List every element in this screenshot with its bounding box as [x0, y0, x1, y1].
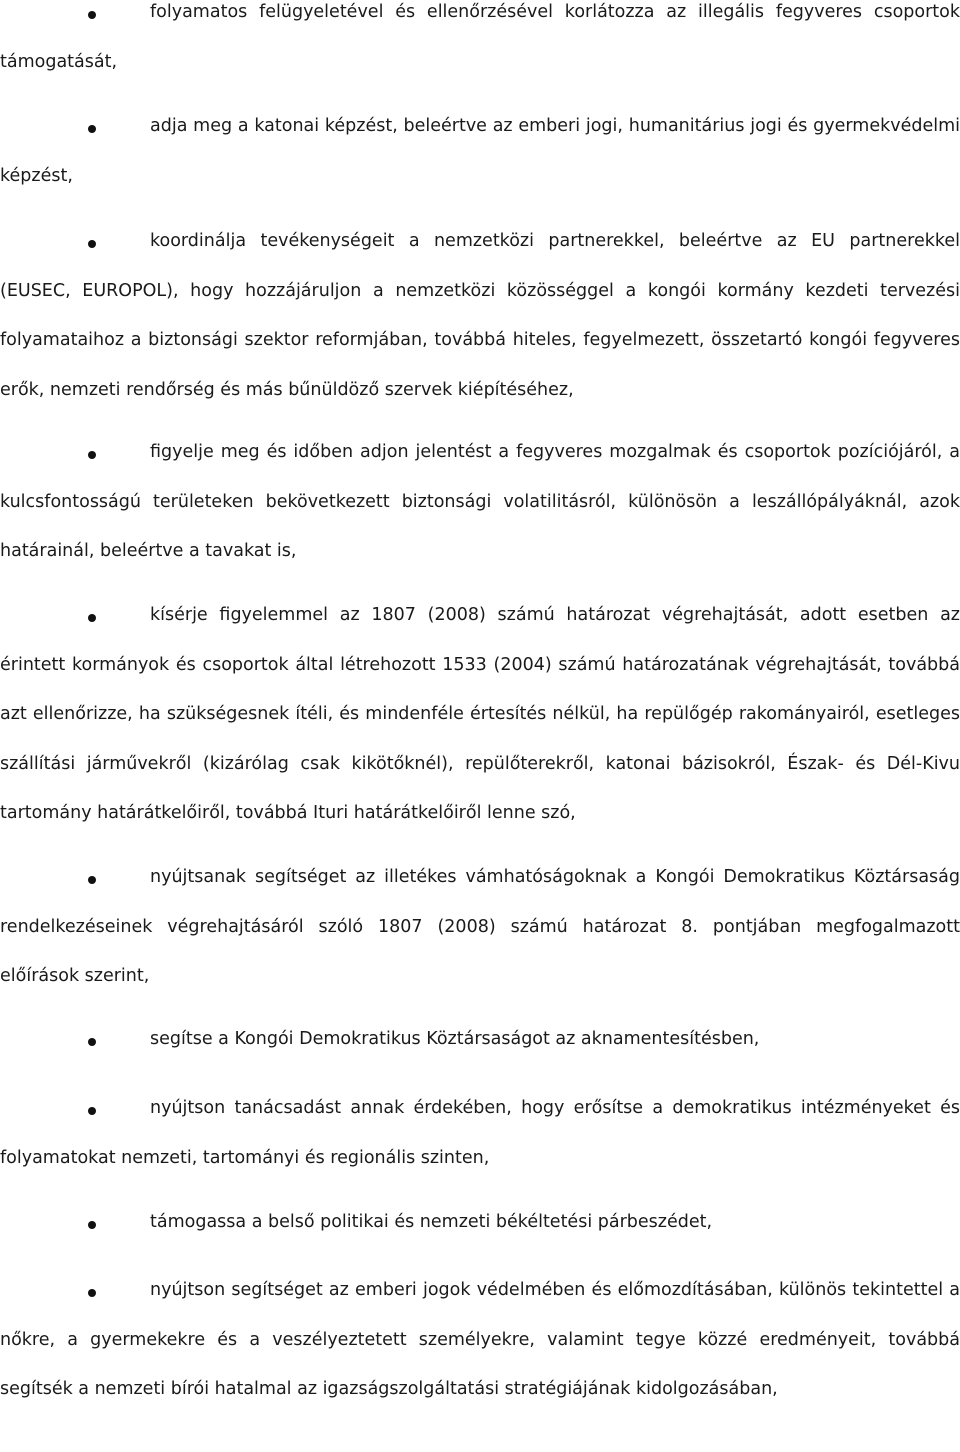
list-item	[0, 1027, 960, 1065]
list-item-text: figyelje meg és időben adjon jelentést a fegyveres mozgalmak és csoportok pozíciójáról, a kulcsfontosságú területeken bekövetkezett biztonsági volatilitásról, különösön a leszállópályáknál, azok határainál, beleértve a tavakat is,	[0, 442, 960, 561]
list-item	[0, 603, 960, 839]
list-item	[0, 440, 960, 577]
list-item-text: nyújtson tanácsadást annak érdekében, hogy erősítse a demokratikus intézményeket és folyamatokat nemzeti, tartományi és regionális szinten,	[0, 1098, 960, 1168]
list-item	[0, 114, 960, 201]
bullet-icon	[88, 614, 96, 622]
list-item-text: adja meg a katonai képzést, beleértve az emberi jogi, humanitárius jogi és gyermekvédelmi képzést,	[0, 116, 960, 186]
list-item-text: nyújtson segítséget az emberi jogok védelmében és előmozdításában, különös tekintettel a nőkre, a gyermekekre és a veszélyeztetett személyekre, valamint tegye közzé eredményeit, továbbá segítsék a nemzeti bírói hatalmal az igazságszolgáltatási stratégiájának kidolgozásában,	[0, 1280, 960, 1399]
bullet-icon	[88, 1289, 96, 1297]
bullet-icon	[88, 1221, 96, 1229]
bullet-icon	[88, 876, 96, 884]
bullet-icon	[88, 1038, 96, 1046]
bullet-icon	[88, 240, 96, 248]
list-item	[0, 1278, 960, 1415]
list-item-text: koordinálja tevékenységeit a nemzetközi partnerekkel, beleértve az EU partnerekkel (EUSEC, EUROPOL), hogy hozzájáruljon a nemzetközi közösséggel a kongói kormány kezdeti tervezési folyamataihoz a biztonsági szektor reformjában, továbbá hiteles, fegyelmezett, összetartó kongói fegyveres erők, nemzeti rendőrség és más bűnüldöző szervek kiépítéséhez,	[0, 231, 960, 400]
list-item-text: támogassa a belső politikai és nemzeti békéltetési párbeszédet,	[150, 1212, 713, 1232]
bullet-icon	[88, 451, 96, 459]
list-item	[0, 1096, 960, 1183]
list-item	[0, 229, 960, 415]
list-item	[0, 0, 960, 87]
list-item-text: kísérje figyelemmel az 1807 (2008) számú határozat végrehajtását, adott esetben az érintett kormányok és csoportok által létrehozott 1533 (2004) számú határozatának végrehajtását, továbbá azt ellenőrizze, ha szükségesnek ítéli, és mindenféle értesítés nélkül, ha repülőgép rakományairól, esetleges szállítási járművekről (kizárólag csak kikötőknél), repülőterekről, katonai bázisokról, Észak- és Dél-Kivu tartomány határátkelőiről, továbbá Ituri határátkelőiről lenne szó,	[0, 605, 960, 823]
list-item	[0, 865, 960, 1002]
list-item-text: segítse a Kongói Demokratikus Köztársaságot az aknamentesítésben,	[150, 1029, 760, 1049]
bullet-icon	[88, 11, 96, 19]
list-item-text: folyamatos felügyeletével és ellenőrzésével korlátozza az illegális fegyveres csoportok támogatását,	[0, 2, 960, 72]
bullet-icon	[88, 1107, 96, 1115]
list-item	[0, 1210, 960, 1248]
list-item-text: nyújtsanak segítséget az illetékes vámhatóságoknak a Kongói Demokratikus Köztársaság rendelkezéseinek végrehajtásáról szóló 1807 (2008) számú határozat 8. pontjában megfogalmazott előírások szerint,	[0, 867, 960, 986]
bullet-icon	[88, 125, 96, 133]
